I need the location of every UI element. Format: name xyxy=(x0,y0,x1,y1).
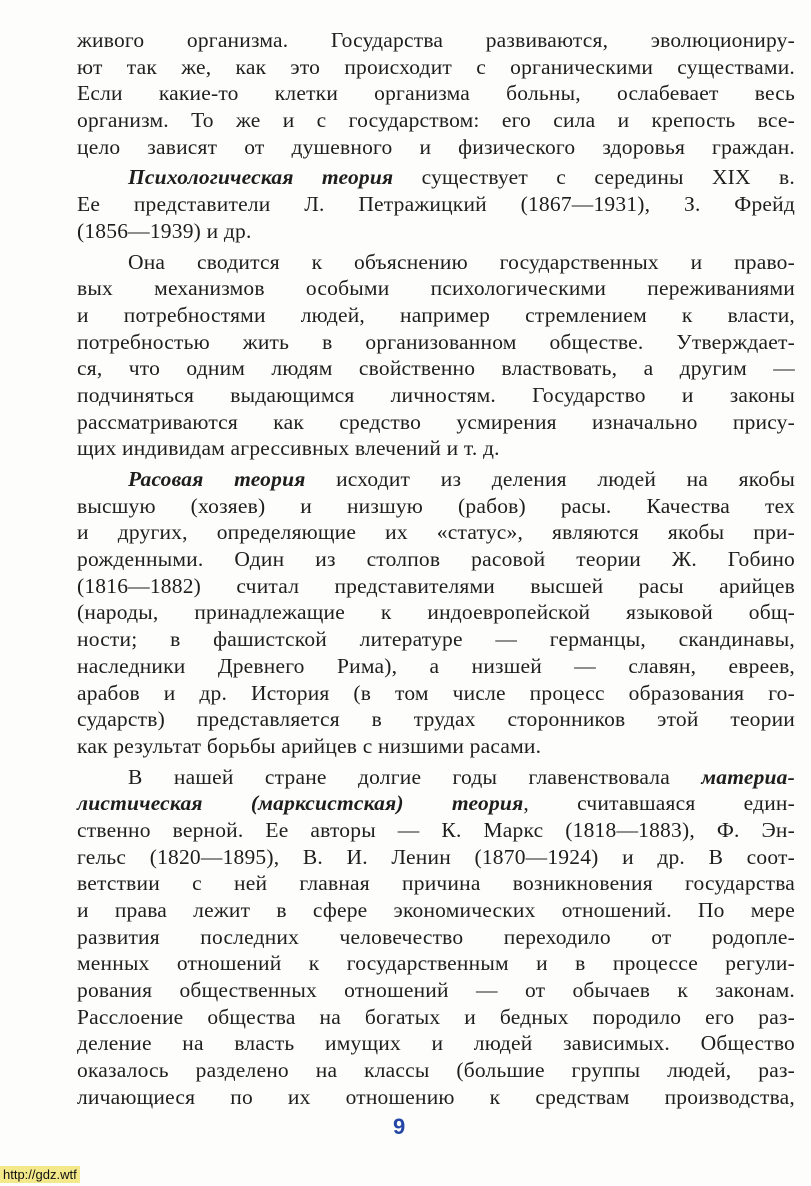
page-number: 9 xyxy=(393,1114,406,1139)
text-line xyxy=(77,164,795,191)
text-line xyxy=(77,817,795,844)
text-line xyxy=(77,302,795,329)
text-span: Расслоение общества на богатых и бедных породило его раз- xyxy=(77,1004,795,1029)
text-span: менных отношений к государственным и в процессе регули- xyxy=(77,951,795,976)
text-span: потребностью жить в организованном обществе. Утверждает- xyxy=(77,329,795,354)
text-line xyxy=(77,733,795,760)
text-line xyxy=(77,706,795,733)
text-line xyxy=(77,275,795,302)
text-span: как результат борьбы арийцев с низшими расами. xyxy=(77,733,542,758)
emphasized-term: Психологическая теория xyxy=(128,165,394,190)
text-line xyxy=(77,1030,795,1057)
text-line xyxy=(77,680,795,707)
text-span: , считавшаяся един- xyxy=(523,791,795,816)
text-line xyxy=(77,329,795,356)
text-line xyxy=(77,764,795,791)
text-span: (народы, принадлежащие к индоевропейской языковой общ- xyxy=(77,600,795,625)
text-span: развития последних человечество переходило от родопле- xyxy=(77,924,795,949)
text-line xyxy=(77,54,795,81)
text-span: оказалось разделено на классы (большие группы людей, раз- xyxy=(77,1058,795,1083)
text-span: ют так же, как это происходит с органическими существами. xyxy=(77,54,795,79)
text-line xyxy=(77,1084,795,1111)
text-line xyxy=(77,191,795,218)
text-line xyxy=(77,218,795,245)
text-span: рожденными. Один из столпов расовой теории Ж. Гобино xyxy=(77,547,795,572)
text-line xyxy=(77,409,795,436)
text-line xyxy=(77,924,795,951)
text-span: организм. То же и с государством: его сила и крепость все- xyxy=(77,108,795,133)
emphasized-term: Расовая теория xyxy=(128,467,306,491)
text-span: Если какие-то клетки организма больны, ослабевает весь xyxy=(77,81,795,106)
text-line xyxy=(77,134,795,161)
page-body-text xyxy=(77,27,795,1111)
text-span: цело зависят от душевного и физического здоровья граждан. xyxy=(77,134,795,159)
text-line xyxy=(77,435,795,462)
text-span: сударств) представляется в трудах сторонников этой теории xyxy=(77,707,795,732)
text-line xyxy=(77,355,795,382)
emphasized-term: материа- xyxy=(701,764,795,789)
text-span: (1816—1882) считал представителями высшей расы арийцев xyxy=(77,573,795,598)
text-span: В нашей стране долгие годы главенствовала xyxy=(128,764,702,789)
text-line xyxy=(77,249,795,276)
text-span: живого организма. Государства развиваются, эволюциониру- xyxy=(77,28,795,52)
text-line xyxy=(77,519,795,546)
text-span: вых механизмов особыми психологическими переживаниями xyxy=(77,276,795,301)
text-span: личающиеся по их отношению к средствам производства, xyxy=(77,1084,795,1109)
text-span: арабов и др. История (в том числе процесс образования го- xyxy=(77,680,795,705)
text-line xyxy=(77,27,795,54)
text-span: существует с середины XIX в. xyxy=(393,165,795,190)
text-span: и права лежит в сфере экономических отношений. По мере xyxy=(77,898,795,922)
watermark-link[interactable]: http://gdz.wtf xyxy=(0,1166,80,1183)
text-span: ственно верной. Ее авторы — К. Маркс (1818—1883), Ф. Эн- xyxy=(77,817,795,842)
text-line xyxy=(77,80,795,107)
text-span: ности; в фашистской литературе — германцы, скандинавы, xyxy=(77,627,795,652)
text-span: Она сводится к объяснению государственных и право- xyxy=(128,249,795,274)
text-span: и потребностями людей, например стремлением к власти, xyxy=(77,302,795,327)
text-line xyxy=(77,790,795,817)
text-span: исходит из деления людей на якобы xyxy=(305,467,795,491)
text-span: ветствии с ней главная причина возникновения государства xyxy=(77,871,795,896)
text-span: рассматриваются как средство усмирения изначально прису- xyxy=(77,409,795,434)
text-line xyxy=(77,546,795,573)
text-span: ся, что одним людям свойственно властвовать, а другим — xyxy=(77,356,795,381)
text-line xyxy=(77,626,795,653)
text-line xyxy=(77,1004,795,1031)
text-line xyxy=(77,897,795,924)
text-span: подчиняться выдающимся личностям. Государство и законы xyxy=(77,382,795,407)
text-line xyxy=(77,107,795,134)
text-span: щих индивидам агрессивных влечений и т. д. xyxy=(77,436,500,461)
text-line xyxy=(77,573,795,600)
text-span: и других, определяющие их «статус», являются якобы при- xyxy=(77,520,795,545)
text-line xyxy=(77,844,795,871)
text-line xyxy=(77,950,795,977)
text-span: рования общественных отношений — от обычаев к законам. xyxy=(77,978,795,1003)
text-span: деление на власть имущих и людей зависимых. Общество xyxy=(77,1031,795,1056)
text-line xyxy=(77,466,795,493)
text-span: (1856—1939) и др. xyxy=(77,218,252,243)
text-line xyxy=(77,870,795,897)
text-span: наследники Древнего Рима), а низшей — славян, евреев, xyxy=(77,653,795,678)
text-span: высшую (хозяев) и низшую (рабов) расы. Качества тех xyxy=(77,493,795,518)
text-line xyxy=(77,1057,795,1084)
text-span: Ее представители Л. Петражицкий (1867—1931), З. Фрейд xyxy=(77,192,795,217)
text-line xyxy=(77,653,795,680)
text-line xyxy=(77,599,795,626)
text-line xyxy=(77,382,795,409)
text-line xyxy=(77,493,795,520)
text-span: гельс (1820—1895), В. И. Ленин (1870—1924) и др. В соот- xyxy=(77,844,795,869)
text-line xyxy=(77,977,795,1004)
emphasized-term: листическая (марксистская) теория xyxy=(77,791,524,816)
